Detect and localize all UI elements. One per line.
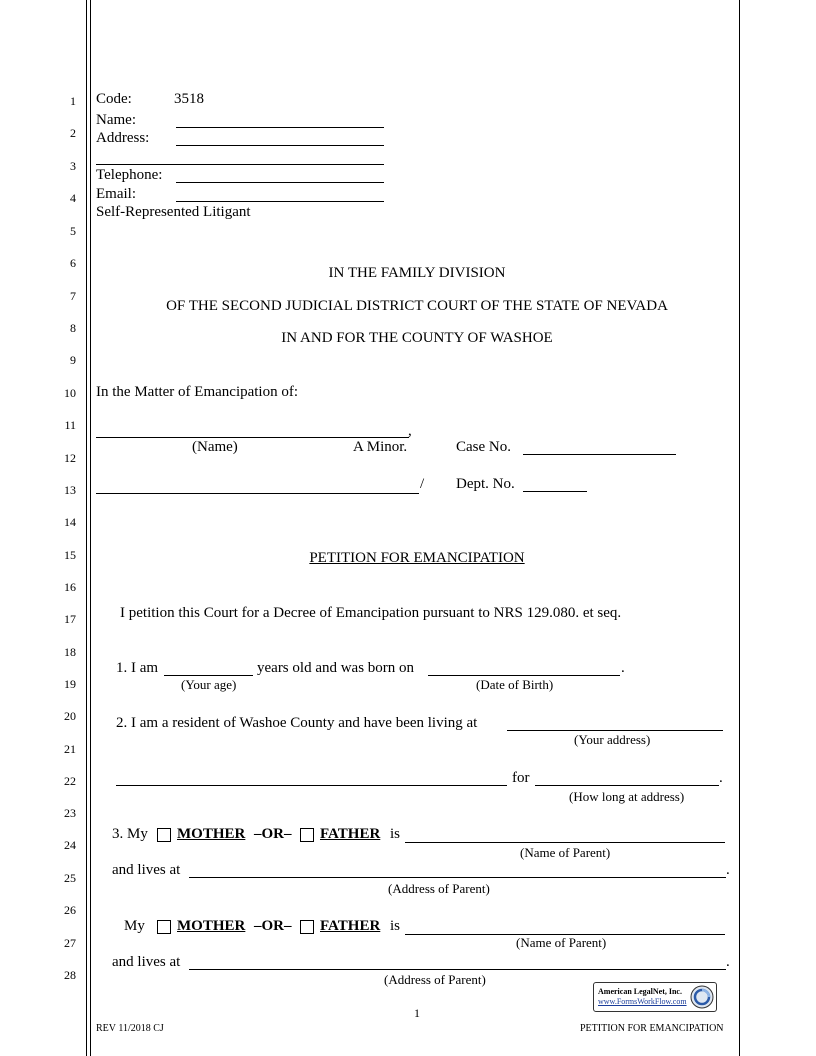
document-title	[96, 550, 738, 567]
father-label-2: FATHER	[320, 918, 381, 934]
line-number: 7	[70, 289, 76, 303]
line-number: 4	[70, 191, 76, 205]
line-number: 15	[64, 548, 76, 562]
parent-name-hint-1: (Name of Parent)	[520, 845, 611, 860]
line-number: 26	[64, 903, 76, 917]
dept-no-field[interactable]	[523, 491, 587, 492]
case-no-field[interactable]	[523, 454, 676, 455]
line-number: 5	[70, 224, 76, 238]
line-number: 2	[70, 126, 76, 140]
parent-name-hint-2: (Name of Parent)	[516, 935, 607, 950]
item1-end: .	[621, 660, 625, 676]
minor-name-field[interactable]	[96, 437, 409, 438]
name-label: Name:	[96, 112, 136, 128]
for-label: for	[512, 770, 530, 786]
age-field[interactable]	[164, 675, 253, 676]
line-number: 3	[70, 159, 76, 173]
line-number: 24	[64, 838, 76, 852]
name-field[interactable]	[176, 127, 384, 128]
parent-address-hint-2: (Address of Parent)	[384, 972, 486, 987]
address-continued-field[interactable]	[116, 785, 507, 786]
line-number: 11	[64, 418, 76, 432]
parent-address-field-2[interactable]	[189, 969, 726, 970]
is-label-2: is	[390, 918, 401, 934]
footer-document-title: PETITION FOR EMANCIPATION	[580, 1023, 724, 1034]
matter-of-emancipation: In the Matter of Emancipation of:	[96, 384, 299, 400]
line-number: 21	[64, 742, 76, 756]
code-value: 3518	[174, 91, 204, 107]
name-hint: (Name)	[192, 439, 238, 455]
document-title-text: PETITION FOR EMANCIPATION	[309, 550, 525, 566]
logo-url[interactable]: www.FormsWorkFlow.com	[598, 997, 687, 1006]
item1-prefix: 1. I am	[116, 660, 159, 676]
logo-seal-icon	[690, 985, 714, 1009]
line-number: 17	[64, 612, 76, 626]
name-comma: ,	[408, 423, 412, 439]
email-field[interactable]	[176, 201, 384, 202]
telephone-field[interactable]	[176, 182, 384, 183]
your-address-field[interactable]	[507, 730, 723, 731]
telephone-label: Telephone:	[96, 167, 163, 183]
item1-middle: years old and was born on	[257, 660, 415, 676]
address-field-2[interactable]	[96, 164, 384, 165]
line-number: 14	[64, 515, 76, 529]
mother-checkbox-2[interactable]	[157, 920, 171, 934]
caption-signature-line	[96, 493, 419, 494]
line-number: 16	[64, 580, 76, 594]
american-legalnet-logo[interactable]	[593, 982, 717, 1012]
item2-text: 2. I am a resident of Washoe County and have been living at	[116, 715, 478, 731]
is-label-1: is	[390, 826, 401, 842]
caption-slash: /	[420, 476, 425, 492]
lives-at-label-2: and lives at	[112, 954, 181, 970]
line-number: 6	[70, 256, 76, 270]
line-number: 27	[64, 936, 76, 950]
parent-address-hint-1: (Address of Parent)	[388, 881, 490, 896]
address-label: Address:	[96, 130, 150, 146]
page-number: 1	[414, 1006, 420, 1020]
line-number: 25	[64, 871, 76, 885]
mother-label-2: MOTHER	[177, 918, 246, 934]
parent-address-end-2: .	[726, 954, 730, 970]
self-represented-litigant: Self-Represented Litigant	[96, 204, 251, 220]
parent-name-field-1[interactable]	[405, 842, 725, 843]
case-no-label: Case No.	[456, 439, 511, 455]
line-number: 20	[64, 709, 76, 723]
mother-checkbox-1[interactable]	[157, 828, 171, 842]
court-line-2: OF THE SECOND JUDICIAL DISTRICT COURT OF THE STATE OF NEVADA	[166, 298, 668, 314]
or-label-1: –OR–	[254, 826, 292, 842]
father-checkbox-2[interactable]	[300, 920, 314, 934]
date-of-birth-field[interactable]	[428, 675, 620, 676]
how-long-field[interactable]	[535, 785, 719, 786]
or-label-2: –OR–	[254, 918, 292, 934]
father-checkbox-1[interactable]	[300, 828, 314, 842]
a-minor-label: A Minor.	[353, 439, 408, 455]
your-address-hint: (Your address)	[574, 732, 651, 747]
lives-at-label-1: and lives at	[112, 862, 181, 878]
revision-label: REV 11/2018 CJ	[96, 1023, 164, 1034]
line-number: 22	[64, 774, 76, 788]
court-line-1: IN THE FAMILY DIVISION	[328, 265, 506, 281]
left-margin-line-1	[86, 0, 87, 1056]
line-number: 9	[70, 353, 76, 367]
mother-label-1: MOTHER	[177, 826, 246, 842]
code-label: Code:	[96, 91, 132, 107]
line-number: 23	[64, 806, 76, 820]
line-number: 8	[70, 321, 76, 335]
how-long-hint: (How long at address)	[569, 789, 685, 804]
dob-hint: (Date of Birth)	[476, 677, 554, 692]
my-label-2: My	[124, 918, 145, 934]
logo-company: American LegalNet, Inc.	[598, 987, 682, 996]
item2-end: .	[719, 770, 723, 786]
line-number: 19	[64, 677, 76, 691]
line-number: 10	[64, 386, 76, 400]
left-margin-line-2	[90, 0, 91, 1056]
parent-address-end-1: .	[726, 862, 730, 878]
court-line-3: IN AND FOR THE COUNTY OF WASHOE	[281, 330, 553, 346]
age-hint: (Your age)	[181, 677, 237, 692]
dept-no-label: Dept. No.	[456, 476, 515, 492]
email-label: Email:	[96, 186, 136, 202]
line-number: 12	[64, 451, 76, 465]
intro-sentence: I petition this Court for a Decree of Emancipation pursuant to NRS 129.080. et seq.	[120, 605, 622, 621]
right-margin-line	[739, 0, 740, 1056]
parent-address-field-1[interactable]	[189, 877, 726, 878]
line-number: 1	[70, 94, 76, 108]
line-number: 13	[64, 483, 76, 497]
line-number: 28	[64, 968, 76, 982]
father-label-1: FATHER	[320, 826, 381, 842]
line-number: 18	[64, 645, 76, 659]
address-field-1[interactable]	[176, 145, 384, 146]
item3-prefix: 3. My	[112, 826, 148, 842]
